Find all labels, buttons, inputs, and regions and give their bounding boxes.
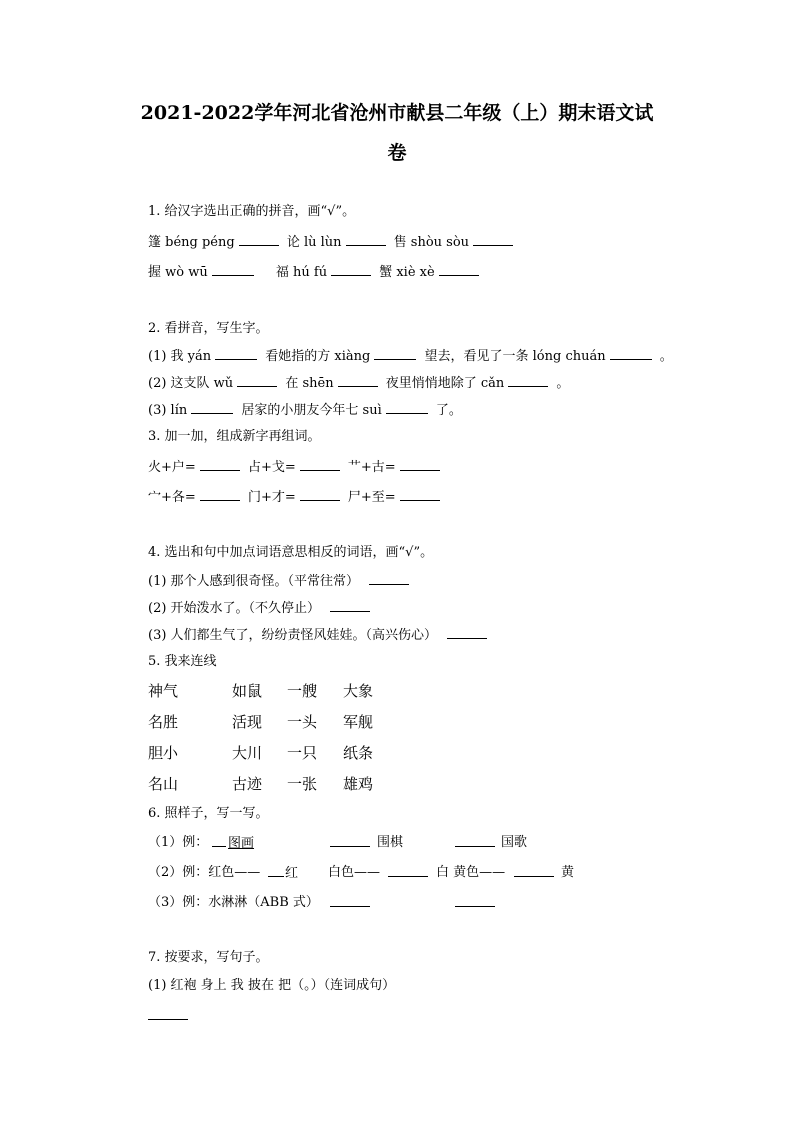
answer-blank[interactable]	[508, 374, 548, 387]
q2-text: 看她指的方 xiàng	[265, 349, 371, 364]
answer-blank[interactable]	[212, 263, 254, 276]
question-2-line-2	[148, 374, 569, 393]
q6-example-2-label: （2）例：红色——	[148, 865, 261, 880]
match-word[interactable]: 大川	[232, 744, 263, 762]
q2-text: 。	[659, 349, 673, 364]
page-title-continued: 卷	[387, 142, 407, 164]
q6-example-2-word	[268, 864, 298, 883]
question-6-heading: 6. 照样子，写一写。	[148, 806, 269, 821]
answer-blank[interactable]	[330, 599, 370, 612]
q6-word: 国歌	[501, 835, 528, 850]
answer-blank[interactable]	[455, 834, 495, 847]
answer-blank[interactable]	[300, 488, 340, 501]
q2-text: 望去，看见了一条 lóng chuán	[424, 349, 606, 364]
q1-item: 福 hú fú	[275, 265, 328, 280]
answer-blank[interactable]	[148, 1007, 188, 1020]
question-7-heading: 7. 按要求，写句子。	[148, 950, 269, 965]
answer-blank[interactable]	[386, 401, 428, 414]
match-word[interactable]: 胆小	[148, 744, 179, 762]
answer-blank[interactable]	[388, 864, 428, 877]
answer-blank[interactable]	[610, 347, 652, 360]
example-word: 红	[285, 866, 299, 881]
answer-blank[interactable]	[330, 834, 370, 847]
question-3-row-1	[148, 458, 444, 477]
matching-grid	[148, 681, 408, 801]
question-2-line-1	[148, 347, 673, 366]
answer-blank	[268, 864, 284, 877]
q2-text: 在 shēn	[285, 376, 334, 391]
q2-text: 居家的小朋友今年七 suì	[241, 403, 382, 418]
q1-item: 论 lù lùn	[286, 235, 342, 250]
question-4-line-3	[148, 626, 491, 645]
match-word[interactable]: 纸条	[343, 744, 374, 762]
match-word[interactable]: 一张	[287, 775, 318, 793]
match-word[interactable]: 活现	[232, 713, 263, 731]
q2-text: (1) 我 yán	[148, 349, 212, 364]
match-word[interactable]: 如鼠	[232, 682, 263, 700]
answer-blank[interactable]	[239, 233, 279, 246]
match-word[interactable]: 军舰	[343, 713, 374, 731]
match-word[interactable]: 一头	[287, 713, 318, 731]
question-4-heading: 4. 选出和句中加点词语意思相反的词语，画“√”。	[148, 545, 434, 560]
match-word[interactable]: 一只	[287, 744, 318, 762]
match-word[interactable]: 神气	[148, 682, 179, 700]
match-word[interactable]: 古迹	[232, 775, 263, 793]
match-word[interactable]: 雄鸡	[343, 775, 374, 793]
answer-blank[interactable]	[191, 401, 233, 414]
q6-example-1-word	[212, 834, 254, 853]
q4-text: (1) 那个人感到很奇怪。（平常往常）	[148, 574, 360, 589]
q3-formula: 门+才=	[247, 490, 296, 505]
q6-example-3-label: （3）例：水淋淋（ABB 式）	[148, 895, 319, 910]
q2-text: (3) lín	[148, 403, 188, 418]
q6-prompt: 白 黄色——	[436, 865, 506, 880]
question-2-line-3	[148, 401, 462, 420]
q1-item: 篷 béng péng	[148, 235, 235, 250]
question-4-line-2	[148, 599, 374, 618]
q3-formula: 宀+各=	[148, 490, 196, 505]
answer-blank[interactable]	[200, 488, 240, 501]
answer-blank[interactable]	[369, 572, 409, 585]
answer-blank[interactable]	[338, 374, 378, 387]
question-3-heading: 3. 加一加，组成新字再组词。	[148, 429, 321, 444]
answer-blank[interactable]	[447, 626, 487, 639]
q6-example-1-label: （1）例：	[148, 835, 209, 850]
q6-prompt: 黄	[561, 865, 575, 880]
question-1-row-2	[148, 263, 483, 282]
question-1-row-1	[148, 233, 517, 252]
answer-blank[interactable]	[514, 864, 554, 877]
answer-blank[interactable]	[455, 894, 495, 907]
answer-blank[interactable]	[400, 488, 440, 501]
match-word[interactable]: 名山	[148, 775, 179, 793]
answer-blank[interactable]	[330, 894, 370, 907]
answer-blank[interactable]	[200, 458, 240, 471]
q3-formula: 尸+至=	[347, 490, 396, 505]
question-7-line-1: (1) 红袍 身上 我 披在 把（。）（连词成句）	[148, 978, 396, 993]
answer-blank[interactable]	[400, 458, 440, 471]
q6-prompt: 白色——	[328, 865, 381, 880]
q1-item: 售 shòu sòu	[393, 235, 470, 250]
q6-word: 围棋	[377, 835, 404, 850]
match-word[interactable]: 一艘	[287, 682, 318, 700]
answer-blank[interactable]	[439, 263, 479, 276]
q3-formula: 占+戈=	[247, 460, 296, 475]
answer-blank[interactable]	[374, 347, 416, 360]
answer-blank[interactable]	[331, 263, 371, 276]
page-title: 2021-2022学年河北省沧州市献县二年级（上）期末语文试	[140, 102, 654, 124]
q2-text: (2) 这支队 wǔ	[148, 376, 234, 391]
match-word[interactable]: 大象	[343, 682, 374, 700]
question-3-row-2	[148, 488, 444, 507]
answer-blank	[212, 834, 226, 847]
question-2-heading: 2. 看拼音，写生字。	[148, 321, 269, 336]
q2-text: 。	[556, 376, 570, 391]
answer-blank[interactable]	[300, 458, 340, 471]
question-1-heading: 1. 给汉字选出正确的拼音，画“√”。	[148, 204, 356, 219]
answer-blank[interactable]	[237, 374, 277, 387]
q3-formula: 艹+古=	[347, 460, 396, 475]
example-word: 图画	[228, 836, 255, 851]
q2-text: 夜里悄悄地除了 cǎn	[385, 376, 505, 391]
q1-item: 蟹 xiè xè	[379, 265, 435, 280]
q1-item: 握 wò wū	[148, 265, 208, 280]
question-4-line-1	[148, 572, 413, 591]
q4-text: (3) 人们都生气了，纷纷责怪风娃娃。（高兴伤心）	[148, 628, 438, 643]
answer-blank[interactable]	[346, 233, 386, 246]
match-word[interactable]: 名胜	[148, 713, 179, 731]
q3-formula: 火+户=	[148, 460, 196, 475]
answer-blank[interactable]	[473, 233, 513, 246]
answer-blank[interactable]	[215, 347, 257, 360]
q4-text: (2) 开始泼水了。（不久停止）	[148, 601, 321, 616]
question-5-heading: 5. 我来连线	[148, 654, 217, 669]
q2-text: 了。	[435, 403, 462, 418]
